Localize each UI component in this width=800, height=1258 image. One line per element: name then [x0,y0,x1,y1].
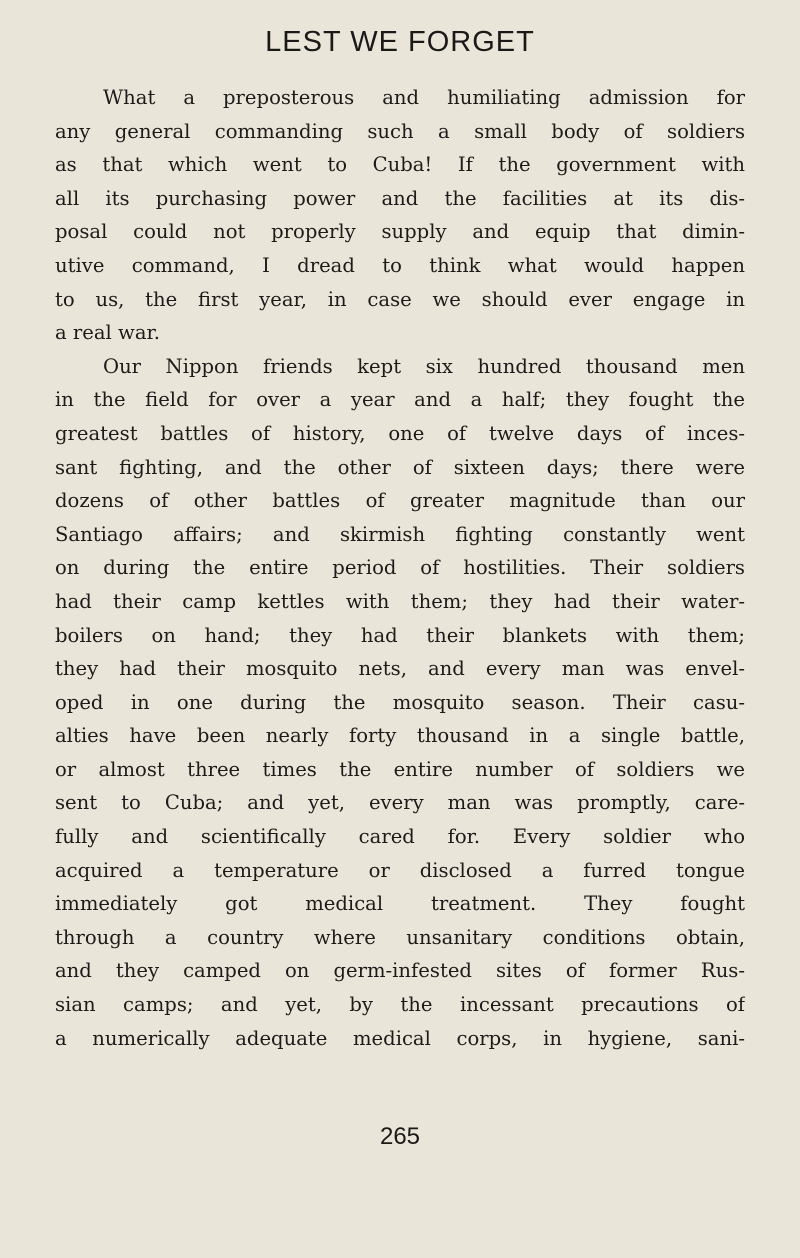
text-line: oped in one during the mosquito season. Their casu- [55,690,745,714]
text-line: or almost three times the entire number of soldiers we [55,757,745,781]
text-line: What a preposterous and humiliating admission for [103,86,745,109]
text-line: fully and scientifically cared for. Every soldier who [55,825,745,849]
text-line: acquired a temperature or disclosed a furred tongue [55,858,745,882]
text-line: alties have been nearly forty thousand in a single battle, [55,724,745,748]
text-line: to us, the first year, in case we should ever engage in [55,287,745,311]
page-number: 265 [379,1123,421,1150]
text-line: through a country where unsanitary conditions obtain, [55,925,745,949]
text-line: on during the entire period of hostilities. Their soldiers [55,556,745,580]
text-line: Our Nippon friends kept six hundred thousand men [103,354,745,378]
text-line: and they camped on germ-infested sites of former Rus- [55,959,745,983]
text-line: utive command, I dread to think what would happen [55,253,745,277]
text-line: boilers on hand; they had their blankets with them; [55,623,745,647]
text-line: any general commanding such a small body of soldiers [55,119,745,143]
text-line: they had their mosquito nets, and every man was envel- [55,657,745,681]
text-line: Santiago affairs; and skirmish fighting constantly went [55,522,745,546]
text-line: immediately got medical treatment. They fought [55,892,745,916]
text-line: as that which went to Cuba! If the government with [55,153,745,177]
text-line: a real war. [55,321,160,345]
text-line: in the field for over a year and a half; they fought the [55,388,745,412]
text-line: all its purchasing power and the facilities at its dis- [55,186,745,210]
text-line: sian camps; and yet, by the incessant precautions of [55,993,745,1017]
paragraph-1 [55,81,745,350]
text-line: sant fighting, and the other of sixteen days; there were [55,455,745,479]
text-line: greatest battles of history, one of twelve days of inces- [55,421,745,445]
text-line: sent to Cuba; and yet, every man was promptly, care- [55,791,745,815]
text-line: had their camp kettles with them; they had their water- [55,589,745,613]
body-text [55,81,745,1055]
running-head: LEST WE FORGET [265,26,535,58]
text-line: a numerically adequate medical corps, in hygiene, sani- [55,1026,745,1050]
text-line: dozens of other battles of greater magnitude than our [55,489,745,513]
text-line: posal could not properly supply and equip that dimin- [55,220,745,244]
paragraph-2 [55,350,745,1055]
